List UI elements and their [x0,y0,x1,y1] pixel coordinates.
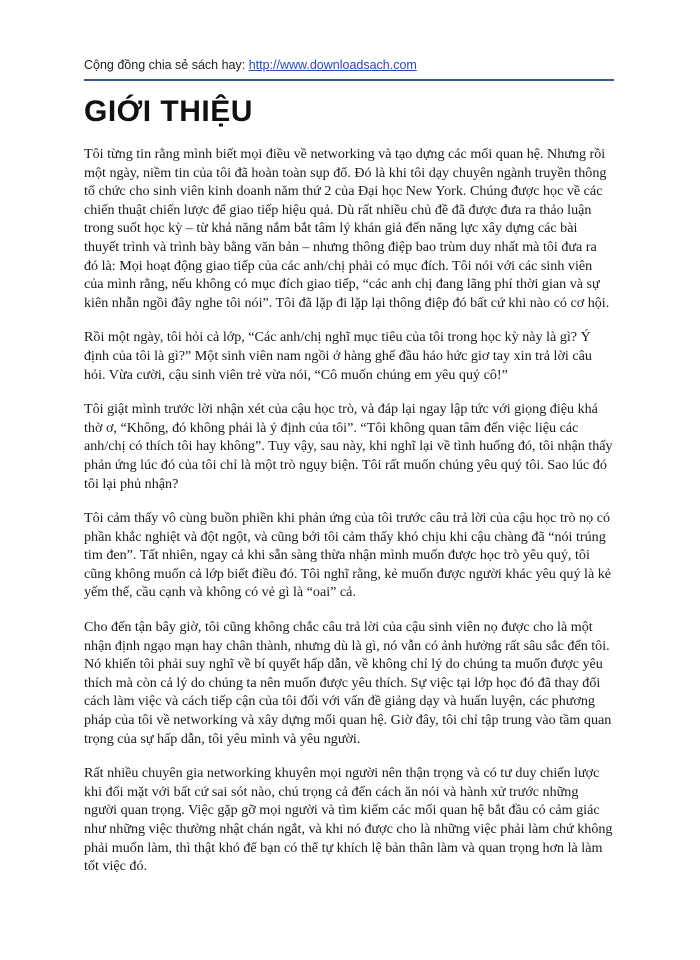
paragraph-3: Tôi giật mình trước lời nhận xét của cậu học trò, và đáp lại ngay lập tức với giọng điệu khá thờ ơ, “Không, đó không phải là ý định của tôi”. “Tôi không quan tâm đến việc liệu các anh/chị có thích tôi hay không”. Tuy vậy, sau này, khi nghĩ lại về tình huống đó, tôi nhận thấy phản ứng lúc đó của tôi chỉ là một trò ngụy biện. Tôi rất muốn chúng yêu quý tôi. Sao lúc đó tôi lại phủ nhận? [84,401,613,492]
chapter-title: GIỚI THIỆU [84,95,253,128]
paragraph-6: Rất nhiều chuyên gia networking khuyên mọi người nên thận trọng và có tư duy chiến lược khi đối mặt với bất cứ sai sót nào, chú trọng cả đến cách ăn nói và hành xử trước những người quan trọng. Việc gặp gỡ mọi người và tìm kiếm các mối quan hệ bắt đầu có cảm giác như những việc thường nhật chán ngắt, và khi nó được cho là những việc phải làm chứ không phải muốn làm, thì thật khó để bạn có thể tự khích lệ bản thân làm và quan trọng hơn là làm tốt việc đó. [84,765,613,875]
paragraph-5: Cho đến tận bây giờ, tôi cũng không chắc câu trả lời của cậu sinh viên nọ được cho là một nhận định ngạo mạn hay chân thành, nhưng dù là gì, nó vẫn có ảnh hưởng rất sâu sắc đến tôi. Nó khiến tôi phải suy nghĩ về bí quyết hấp dẫn, về không chỉ lý do chúng ta muốn được yêu thích mà còn cả lý do chúng ta nên muốn được yêu thích. Sự việc tại lớp học đó đã thay đổi cách làm việc và cách tiếp cận của tôi đối với vấn đề giảng dạy và huấn luyện, các phương pháp của tôi về networking và xây dựng mối quan hệ. Giờ đây, tôi chỉ tập trung vào tầm quan trọng của sự hấp dẫn, tôi yêu mình và yêu người. [84,619,612,747]
page-header [84,56,614,74]
document-page [84,56,614,892]
paragraph-2: Rồi một ngày, tôi hỏi cả lớp, “Các anh/chị nghĩ mục tiêu của tôi trong học kỳ này là gì? Ý định của tôi là gì?” Một sinh viên nam ngồi ở hàng ghế đầu háo hức giơ tay xin trả lời câu hỏi. Vừa cười, cậu sinh viên trẻ vừa nói, “Cô muốn chúng em yêu quý cô!” [84,329,592,383]
header-link[interactable]: http://www.downloadsach.com [248,58,417,72]
paragraph-1: Tôi từng tin rằng mình biết mọi điều về networking và tạo dựng các mối quan hệ. Nhưng rồi một ngày, niềm tin của tôi đã hoàn toàn sụp đổ. Đó là khi tôi dạy chuyên ngành truyền thông tổ chức cho sinh viên kinh doanh năm thứ 2 của Đại học New York. Chúng được học về các chiến thuật chiến lược để giao tiếp hiệu quả. Dù rất nhiều chủ đề đã được đưa ra thảo luận trong suốt học kỳ – từ khả năng nắm bắt tâm lý khán giả đến năng lực xây dựng các bài thuyết trình và trình bày bằng văn bản – nhưng thông điệp bao trùm duy nhất mà tôi đưa ra đó là: Mọi hoạt động giao tiếp của các anh/chị phải có mục đích. Tôi nói với các sinh viên của mình rằng, nếu không có mục đích giao tiếp, “các anh chị đang lãng phí thời gian và sự kiên nhẫn ngồi đây nghe tôi nói”. Tôi đã lặp đi lặp lại thông điệp đó bất cứ khi nào có cơ hội. [84,146,610,311]
header-prefix: Cộng đồng chia sẻ sách hay: [84,58,249,72]
paragraph-4: Tôi cảm thấy vô cùng buồn phiền khi phản ứng của tôi trước câu trả lời của cậu học trò nọ có phần khắc nghiệt và đột ngột, và cũng bởi tôi cảm thấy khó chịu khi cậu chàng đã “nói trúng tim đen”. Tất nhiên, ngay cả khi sẵn sàng thừa nhận mình muốn được học trò yêu quý, tôi cũng không muốn cả lớp biết điều đó. Tôi nghĩ rằng, kẻ muốn được người khác yêu quý là kẻ yếm thế, cầu cạnh và không có vẻ gì là “oai” cả. [84,510,612,601]
body-text [84,145,614,876]
header-divider [84,79,614,81]
